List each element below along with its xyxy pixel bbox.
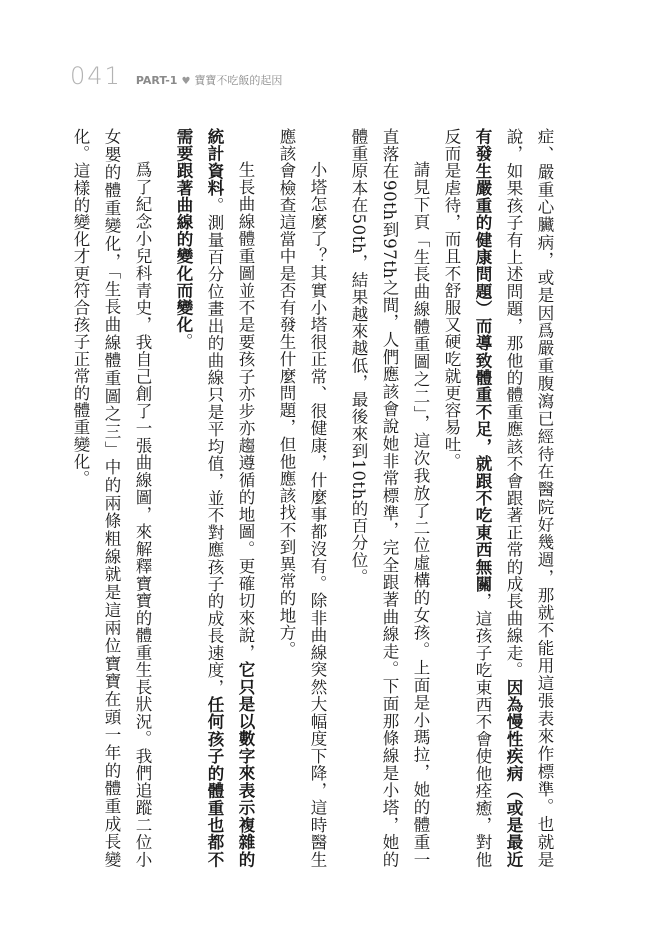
page-number: 041 bbox=[70, 62, 122, 90]
heart-icon: ♥ bbox=[181, 76, 191, 87]
paragraph-3: 小塔怎麼了？其實小塔很正常、很健康，什麼事都沒有。除非曲線突然大幅度下降，這時醫生應該會檢查這當中是否有發生什麼問題，但他應該找不到異常的地方。 bbox=[277, 128, 327, 868]
emphasis-text: 任何孩子的體重也都不需要跟著曲線的變化而變化 bbox=[174, 128, 224, 869]
paragraph-4: 生長曲線體重圖並不是要孩子亦步亦趨遵循的地圖。更確切來說，它只是以數字來表示複雜的統計資料。測量百分位畫出的曲線只是平均值，並不對應孩子的成長速度，任何孩子的體重也都不需要跟著曲線的變化而變化。 bbox=[174, 128, 255, 869]
paragraph-5: 爲了紀念小兒科青史，我自己創了一張曲線圖，來解釋寶寶的體重生長狀況。我們追蹤二位小女嬰的體重變化，「生長曲線體重圖之三」中的兩條粗線就是這兩位寶寶在頭一年的體重成長變化。這樣的變化才更符合孩子正常的體重變化。 bbox=[71, 128, 152, 868]
paragraph-1: 症、嚴重心臟病，或是因爲嚴重腹瀉已經待在醫院好幾週，那就不能用這張表來作標準。也就是說，如果孩子有上述問題，那他的體重應該不會跟著正常的成長曲線走。因為慢性疾病（或是最近有發生嚴重的健康問題）而導致體重不足，就跟不吃東西無關，這孩子吃東西不會使他痊癒，對他反而是虐待，而且不舒服又硬吃就更容易吐。 bbox=[442, 128, 554, 868]
chapter-title: 寶寶不吃飯的起因 bbox=[194, 74, 283, 87]
part-label: PART-1 bbox=[135, 74, 178, 87]
emphasis-text: 因為慢性疾病（或是最近有發生嚴重的健康問題）而導致體重不足，就跟不吃東西無關 bbox=[473, 128, 523, 868]
page-header bbox=[70, 62, 282, 90]
body-text bbox=[71, 128, 560, 869]
paragraph-2: 請見下頁「生長曲線體重圖之二」，這次我放了二位虛構的女孩。上面是小瑪拉，她的體重一直落在90th到97th之間，人們應該會說她非常標準，完全跟著曲線走。下面那條線是小塔，她的體重原本在50th，結果越來越低，最後來到10th的百分位。 bbox=[349, 128, 430, 868]
emphasis-text: 它只是以數字來表示複雜的統計資料 bbox=[205, 128, 255, 868]
